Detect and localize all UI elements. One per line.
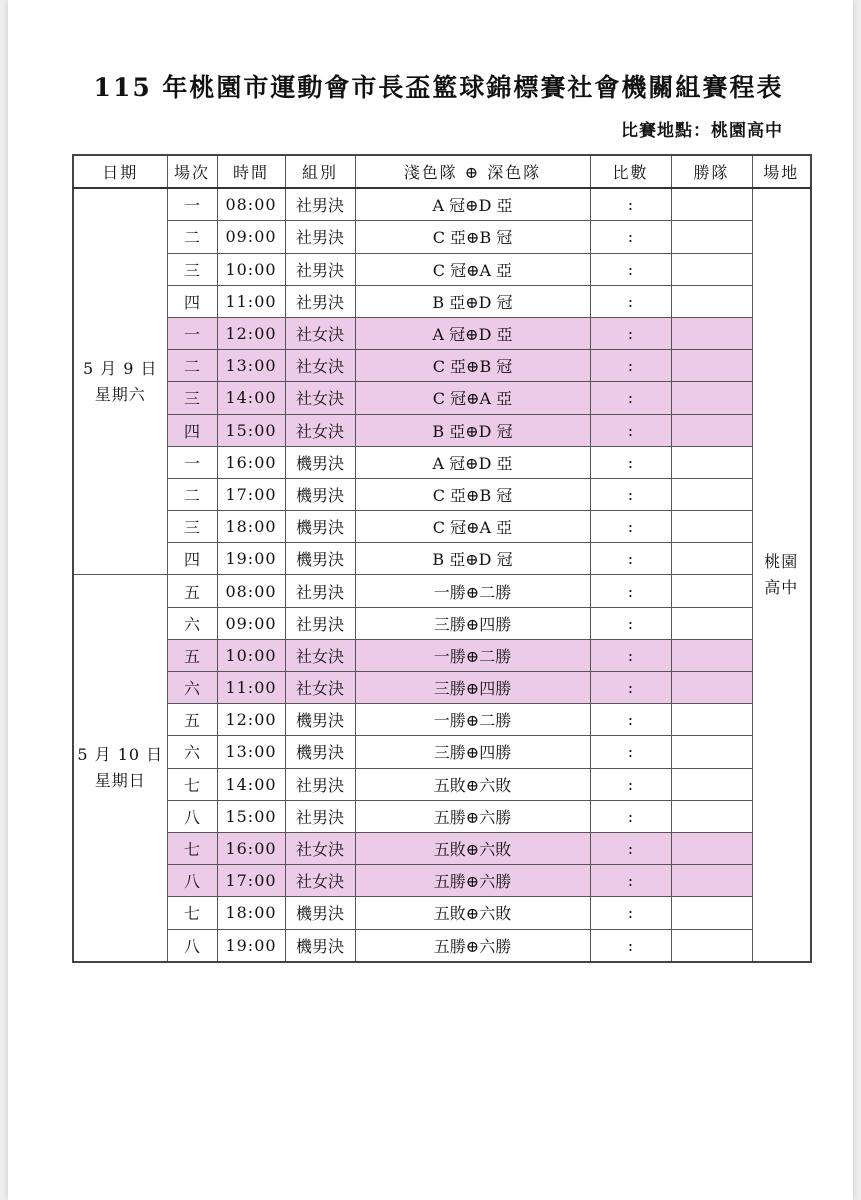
round-cell: 六	[167, 736, 217, 768]
teams-cell: A 冠⊕D 亞	[355, 446, 590, 478]
page-title: 115 年桃園市運動會市長盃籃球錦標賽社會機關組賽程表	[93, 73, 784, 102]
schedule-table	[72, 154, 812, 963]
round-cell: 六	[167, 672, 217, 704]
winner-cell	[671, 736, 752, 768]
winner-cell	[671, 768, 752, 800]
time-cell: 17:00	[217, 478, 285, 510]
weekday-text: 星期六	[94, 384, 146, 404]
table-row	[73, 575, 811, 607]
venue-label: 比賽地點：桃園高中	[621, 121, 783, 141]
teams-cell: 五敗⊕六敗	[355, 832, 590, 864]
group-cell: 社女決	[285, 350, 355, 382]
score-cell: :	[590, 800, 671, 832]
time-cell: 08:00	[217, 575, 285, 607]
group-cell: 社男決	[285, 285, 355, 317]
time-cell: 09:00	[217, 221, 285, 253]
table-row	[73, 446, 811, 478]
round-cell: 七	[167, 897, 217, 929]
score-cell: :	[590, 511, 671, 543]
score-cell: :	[590, 221, 671, 253]
round-cell: 二	[167, 350, 217, 382]
group-cell: 社男決	[285, 575, 355, 607]
table-row	[73, 317, 811, 349]
group-cell: 社男決	[285, 253, 355, 285]
header-group: 組別	[285, 155, 355, 188]
group-cell: 機男決	[285, 736, 355, 768]
score-cell: :	[590, 414, 671, 446]
winner-cell	[671, 929, 752, 962]
round-cell: 一	[167, 446, 217, 478]
round-cell: 一	[167, 317, 217, 349]
teams-cell: 一勝⊕二勝	[355, 639, 590, 671]
teams-cell: 三勝⊕四勝	[355, 736, 590, 768]
date-text: 5 月 9 日	[82, 358, 158, 378]
teams-cell: C 亞⊕B 冠	[355, 221, 590, 253]
time-cell: 09:00	[217, 607, 285, 639]
header-winner: 勝隊	[671, 155, 752, 188]
group-cell: 社男決	[285, 607, 355, 639]
group-cell: 機男決	[285, 897, 355, 929]
table-row	[73, 543, 811, 575]
group-cell: 社女決	[285, 414, 355, 446]
time-cell: 14:00	[217, 382, 285, 414]
time-cell: 15:00	[217, 800, 285, 832]
winner-cell	[671, 446, 752, 478]
winner-cell	[671, 800, 752, 832]
group-cell: 機男決	[285, 543, 355, 575]
time-cell: 16:00	[217, 832, 285, 864]
score-cell: :	[590, 575, 671, 607]
score-cell: :	[590, 350, 671, 382]
score-cell: :	[590, 832, 671, 864]
table-row	[73, 768, 811, 800]
round-cell: 八	[167, 929, 217, 962]
teams-cell: 三勝⊕四勝	[355, 607, 590, 639]
winner-cell	[671, 832, 752, 864]
winner-cell	[671, 317, 752, 349]
group-cell: 社男決	[285, 800, 355, 832]
teams-cell: 五勝⊕六勝	[355, 929, 590, 962]
time-cell: 16:00	[217, 446, 285, 478]
group-cell: 社女決	[285, 865, 355, 897]
score-cell: :	[590, 478, 671, 510]
table-row	[73, 285, 811, 317]
group-cell: 社女決	[285, 832, 355, 864]
winner-cell	[671, 543, 752, 575]
round-cell: 三	[167, 382, 217, 414]
round-cell: 四	[167, 285, 217, 317]
table-row	[73, 253, 811, 285]
table-row	[73, 188, 811, 221]
winner-cell	[671, 285, 752, 317]
time-cell: 08:00	[217, 188, 285, 221]
group-cell: 社女決	[285, 639, 355, 671]
teams-cell: A 冠⊕D 亞	[355, 317, 590, 349]
date-cell	[73, 575, 167, 962]
table-row	[73, 929, 811, 962]
winner-cell	[671, 704, 752, 736]
time-cell: 13:00	[217, 350, 285, 382]
winner-cell	[671, 607, 752, 639]
teams-cell: C 冠⊕A 亞	[355, 253, 590, 285]
winner-cell	[671, 865, 752, 897]
table-row	[73, 478, 811, 510]
header-teams: 淺色隊 ⊕ 深色隊	[355, 155, 590, 188]
round-cell: 五	[167, 704, 217, 736]
score-cell: :	[590, 607, 671, 639]
site-cell	[752, 188, 811, 962]
score-cell: :	[590, 253, 671, 285]
table-row	[73, 672, 811, 704]
time-cell: 17:00	[217, 865, 285, 897]
winner-cell	[671, 478, 752, 510]
teams-cell: 五敗⊕六敗	[355, 897, 590, 929]
table-row	[73, 736, 811, 768]
table-row	[73, 414, 811, 446]
score-cell: :	[590, 865, 671, 897]
score-cell: :	[590, 672, 671, 704]
table-row	[73, 800, 811, 832]
round-cell: 一	[167, 188, 217, 221]
score-cell: :	[590, 929, 671, 962]
teams-cell: A 冠⊕D 亞	[355, 188, 590, 221]
table-row	[73, 607, 811, 639]
time-cell: 12:00	[217, 704, 285, 736]
table-row	[73, 639, 811, 671]
group-cell: 社男決	[285, 768, 355, 800]
teams-cell: 一勝⊕二勝	[355, 575, 590, 607]
group-cell: 社男決	[285, 221, 355, 253]
winner-cell	[671, 253, 752, 285]
group-cell: 機男決	[285, 704, 355, 736]
winner-cell	[671, 188, 752, 221]
score-cell: :	[590, 543, 671, 575]
header-date: 日期	[73, 155, 167, 188]
round-cell: 七	[167, 768, 217, 800]
group-cell: 社女決	[285, 672, 355, 704]
header-site: 場地	[752, 155, 811, 188]
table-row	[73, 350, 811, 382]
time-cell: 12:00	[217, 317, 285, 349]
group-cell: 機男決	[285, 446, 355, 478]
teams-cell: B 亞⊕D 冠	[355, 285, 590, 317]
time-cell: 10:00	[217, 639, 285, 671]
score-cell: :	[590, 446, 671, 478]
round-cell: 五	[167, 575, 217, 607]
teams-cell: B 亞⊕D 冠	[355, 543, 590, 575]
winner-cell	[671, 221, 752, 253]
score-cell: :	[590, 317, 671, 349]
group-cell: 社女決	[285, 382, 355, 414]
round-cell: 六	[167, 607, 217, 639]
time-cell: 18:00	[217, 511, 285, 543]
teams-cell: 一勝⊕二勝	[355, 704, 590, 736]
group-cell: 機男決	[285, 929, 355, 962]
score-cell: :	[590, 768, 671, 800]
date-text: 5 月 10 日	[77, 745, 164, 765]
time-cell: 11:00	[217, 285, 285, 317]
teams-cell: C 冠⊕A 亞	[355, 382, 590, 414]
teams-cell: 五勝⊕六勝	[355, 800, 590, 832]
time-cell: 14:00	[217, 768, 285, 800]
score-cell: :	[590, 704, 671, 736]
winner-cell	[671, 350, 752, 382]
header-time: 時間	[217, 155, 285, 188]
table-row	[73, 897, 811, 929]
table-row	[73, 704, 811, 736]
time-cell: 19:00	[217, 543, 285, 575]
header-score: 比數	[590, 155, 671, 188]
table-row	[73, 221, 811, 253]
group-cell: 社男決	[285, 188, 355, 221]
winner-cell	[671, 414, 752, 446]
document-page	[8, 0, 853, 1200]
table-row	[73, 382, 811, 414]
round-cell: 八	[167, 800, 217, 832]
header-row	[73, 155, 811, 188]
score-cell: :	[590, 736, 671, 768]
round-cell: 八	[167, 865, 217, 897]
winner-cell	[671, 672, 752, 704]
round-cell: 二	[167, 221, 217, 253]
winner-cell	[671, 511, 752, 543]
score-cell: :	[590, 639, 671, 671]
winner-cell	[671, 897, 752, 929]
winner-cell	[671, 639, 752, 671]
time-cell: 10:00	[217, 253, 285, 285]
teams-cell: 五敗⊕六敗	[355, 768, 590, 800]
round-cell: 四	[167, 414, 217, 446]
weekday-text: 星期日	[94, 771, 146, 791]
score-cell: :	[590, 285, 671, 317]
round-cell: 七	[167, 832, 217, 864]
group-cell: 社女決	[285, 317, 355, 349]
score-cell: :	[590, 382, 671, 414]
teams-cell: C 亞⊕B 冠	[355, 350, 590, 382]
round-cell: 二	[167, 478, 217, 510]
teams-cell: 五勝⊕六勝	[355, 865, 590, 897]
date-cell	[73, 188, 167, 575]
teams-cell: B 亞⊕D 冠	[355, 414, 590, 446]
table-row	[73, 511, 811, 543]
teams-cell: 三勝⊕四勝	[355, 672, 590, 704]
teams-cell: C 冠⊕A 亞	[355, 511, 590, 543]
site-text-line1: 桃園	[764, 551, 799, 571]
round-cell: 三	[167, 511, 217, 543]
round-cell: 四	[167, 543, 217, 575]
round-cell: 五	[167, 639, 217, 671]
time-cell: 11:00	[217, 672, 285, 704]
winner-cell	[671, 382, 752, 414]
score-cell: :	[590, 897, 671, 929]
group-cell: 機男決	[285, 478, 355, 510]
time-cell: 18:00	[217, 897, 285, 929]
round-cell: 三	[167, 253, 217, 285]
winner-cell	[671, 575, 752, 607]
teams-cell: C 亞⊕B 冠	[355, 478, 590, 510]
time-cell: 13:00	[217, 736, 285, 768]
table-row	[73, 865, 811, 897]
table-row	[73, 832, 811, 864]
group-cell: 機男決	[285, 511, 355, 543]
site-text-line2: 高中	[764, 577, 799, 597]
score-cell: :	[590, 188, 671, 221]
time-cell: 15:00	[217, 414, 285, 446]
header-round: 場次	[167, 155, 217, 188]
time-cell: 19:00	[217, 929, 285, 962]
schedule-body	[73, 188, 811, 962]
